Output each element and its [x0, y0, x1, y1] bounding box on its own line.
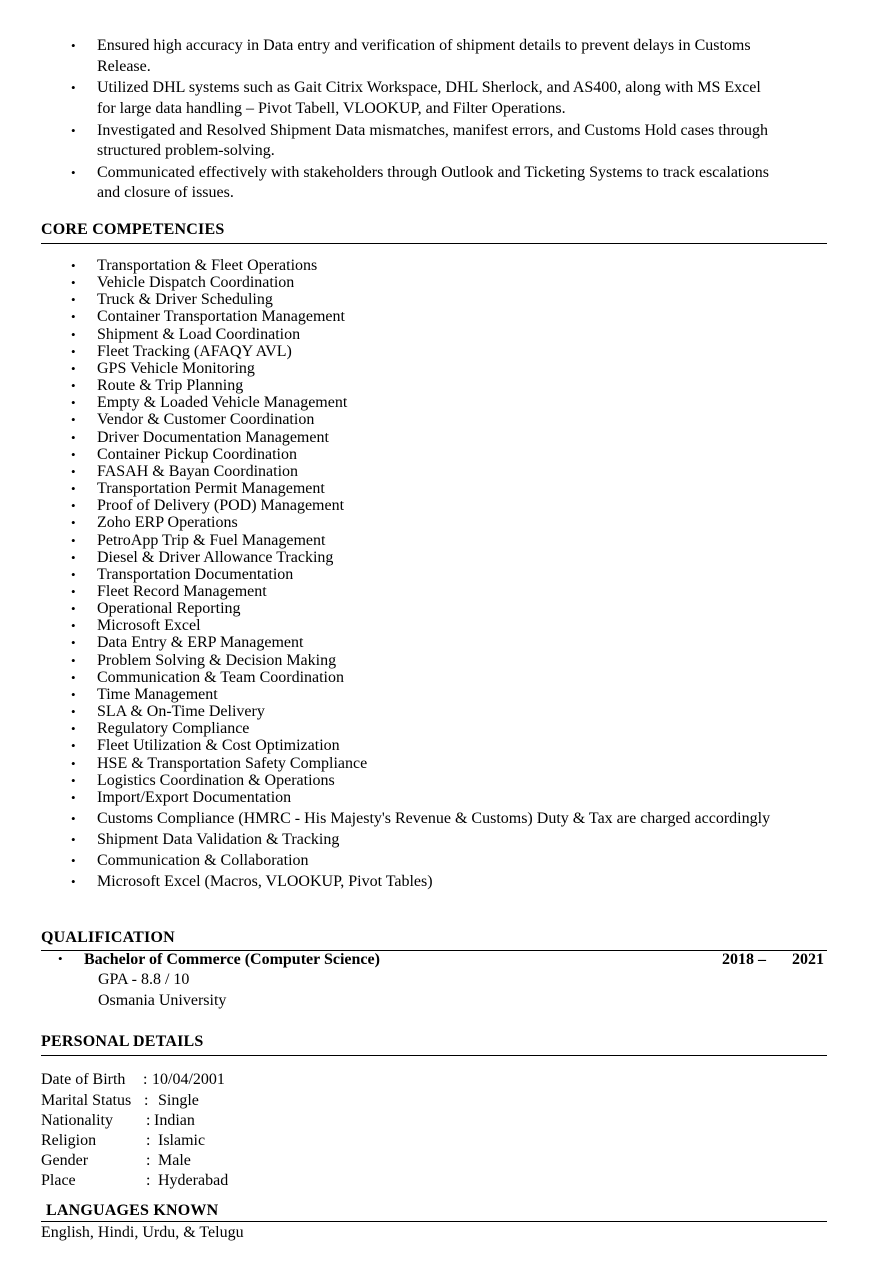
bullet-icon: •: [71, 755, 76, 771]
list-item: • Transportation Documentation: [71, 565, 294, 583]
list-item: • Vehicle Dispatch Coordination: [71, 274, 295, 292]
university-name: Osmania University: [98, 992, 227, 1009]
bullet-icon: •: [71, 446, 76, 462]
competency-list-extra: [0, 788, 777, 893]
list-item: • FASAH & Bayan Coordination: [71, 462, 299, 480]
list-item: • Ensured high accuracy in Data entry and verification of shipment details to prevent delays in Customs Release.: [71, 37, 751, 75]
list-item: • Communication & Team Coordination: [71, 668, 344, 686]
list-item: • GPS Vehicle Monitoring: [71, 359, 255, 377]
bullet-icon: •: [71, 772, 76, 788]
bullet-icon: •: [71, 122, 76, 138]
list-item: • Route & Trip Planning: [71, 377, 244, 395]
bullet-icon: •: [71, 721, 76, 737]
bullet-icon: •: [71, 412, 76, 428]
detail-label: Date of Birth: [41, 1071, 126, 1088]
bullet-icon: •: [71, 832, 76, 847]
bullet-icon: •: [71, 429, 76, 445]
list-item: • Time Management: [71, 685, 218, 703]
bullet-icon: •: [71, 549, 76, 565]
list-item: • Transportation & Fleet Operations: [71, 257, 318, 274]
bullet-icon: •: [71, 309, 76, 325]
qualification-heading: QUALIFICATION: [41, 929, 175, 946]
detail-label: Marital Status: [41, 1092, 132, 1109]
bullet-icon: •: [71, 343, 76, 359]
list-item: • Truck & Driver Scheduling: [71, 291, 273, 309]
languages-heading: LANGUAGES KNOWN: [46, 1202, 219, 1219]
list-item: • Investigated and Resolved Shipment Data mismatches, manifest errors, and Customs Hold cases through structured problem-solving.: [71, 121, 768, 160]
list-item: • Zoho ERP Operations: [71, 514, 238, 532]
bullet-icon: •: [71, 395, 76, 411]
list-item: • Utilized DHL systems such as Gait Citrix Workspace, DHL Sherlock, and AS400, along with MS Excel for large data handling – Pivot Tabell, VLOOKUP, and Filter Operations.: [71, 79, 761, 117]
list-item: • HSE & Transportation Safety Compliance: [71, 754, 368, 772]
bullet-icon: •: [71, 652, 76, 668]
bullet-icon: •: [71, 360, 76, 376]
competency-list: [0, 257, 777, 789]
bullet-icon: •: [71, 738, 76, 754]
personal-detail-row: [41, 1091, 199, 1111]
list-item: • Container Pickup Coordination: [71, 445, 297, 463]
gpa-text: GPA - 8.8 / 10: [98, 971, 190, 988]
detail-label: Place: [41, 1172, 76, 1189]
bullet-icon: •: [71, 790, 76, 805]
detail-value: Male: [158, 1152, 191, 1169]
detail-separator: :: [143, 1071, 148, 1088]
list-item: • Customs Compliance (HMRC - His Majesty's Revenue & Customs) Duty & Tax are charged accordingly: [71, 810, 771, 827]
bullet-icon: •: [71, 566, 76, 582]
list-item: • Container Transportation Management: [71, 308, 345, 326]
bullet-icon: •: [71, 258, 76, 273]
list-item: • Import/Export Documentation: [71, 789, 292, 806]
degree-start-year: 2018 –: [722, 951, 766, 968]
section-divider: [41, 1055, 827, 1056]
list-item: • Vendor & Customer Coordination: [71, 411, 315, 429]
detail-label: Religion: [41, 1132, 97, 1149]
detail-label: Nationality: [41, 1112, 113, 1129]
detail-value: Hyderabad: [158, 1172, 229, 1189]
bullet-icon: •: [71, 704, 76, 720]
personal-details-heading: PERSONAL DETAILS: [41, 1033, 204, 1050]
detail-separator: :: [146, 1172, 151, 1189]
list-item: • Problem Solving & Decision Making: [71, 651, 337, 669]
list-item: • Shipment & Load Coordination: [71, 325, 301, 343]
core-competencies-heading: CORE COMPETENCIES: [41, 221, 225, 238]
detail-value: Single: [158, 1092, 199, 1109]
personal-detail-row: [41, 1171, 229, 1191]
detail-value: 10/04/2001: [152, 1071, 225, 1088]
list-item: • Proof of Delivery (POD) Management: [71, 497, 345, 515]
detail-value: Indian: [154, 1112, 195, 1129]
list-item: • Empty & Loaded Vehicle Management: [71, 394, 348, 412]
list-item: • Fleet Utilization & Cost Optimization: [71, 737, 340, 755]
list-item: • PetroApp Trip & Fuel Management: [71, 531, 326, 549]
detail-separator: :: [144, 1092, 149, 1109]
bullet-icon: •: [71, 515, 76, 531]
detail-separator: :: [146, 1152, 151, 1169]
bullet-icon: •: [71, 618, 76, 634]
bullet-icon: •: [71, 853, 76, 868]
bullet-icon: •: [71, 583, 76, 599]
personal-detail-row: [41, 1151, 191, 1171]
list-item: • Microsoft Excel (Macros, VLOOKUP, Pivot Tables): [71, 873, 433, 890]
bullet-icon: •: [71, 686, 76, 702]
bullet-icon: •: [71, 463, 76, 479]
bullet-icon: •: [71, 292, 76, 308]
degree-end-year: 2021: [792, 951, 824, 968]
detail-separator: :: [146, 1112, 151, 1129]
section-divider: [41, 243, 827, 244]
bullet-icon: •: [71, 326, 76, 342]
section-divider: [41, 1221, 827, 1222]
list-item: • SLA & On-Time Delivery: [71, 703, 265, 721]
list-item: • Fleet Record Management: [71, 582, 267, 600]
bullet-icon: •: [71, 532, 76, 548]
list-item: • Communication & Collaboration: [71, 852, 309, 869]
bullet-icon: •: [71, 635, 76, 651]
bullet-icon: •: [71, 669, 76, 685]
list-item: • Communicated effectively with stakeholders through Outlook and Ticketing Systems to track escalations and closure of issues.: [71, 163, 770, 202]
list-item: • Logistics Coordination & Operations: [71, 771, 335, 789]
list-item: • Data Entry & ERP Management: [71, 634, 304, 652]
personal-detail-row: [41, 1111, 195, 1131]
list-item: • Driver Documentation Management: [71, 428, 329, 446]
detail-value: Islamic: [158, 1132, 206, 1149]
list-item: • Shipment Data Validation & Tracking: [71, 831, 340, 848]
bullet-icon: •: [71, 481, 76, 497]
experience-bullet-list: [0, 36, 777, 205]
bullet-icon: •: [71, 275, 76, 291]
languages-text: English, Hindi, Urdu, & Telugu: [41, 1224, 244, 1241]
list-item: • Fleet Tracking (AFAQY AVL): [71, 342, 292, 360]
bullet-icon: •: [71, 80, 76, 96]
detail-separator: :: [146, 1132, 151, 1149]
list-item: • Diesel & Driver Allowance Tracking: [71, 548, 334, 566]
bullet-icon: •: [71, 874, 76, 889]
list-item: • Microsoft Excel: [71, 617, 201, 635]
detail-label: Gender: [41, 1152, 89, 1169]
list-item: • Regulatory Compliance: [71, 720, 250, 738]
bullet-icon: •: [71, 811, 76, 826]
degree-name: Bachelor of Commerce (Computer Science): [84, 951, 380, 968]
bullet-icon: •: [71, 38, 76, 53]
personal-detail-row: [41, 1070, 225, 1090]
list-item: • Operational Reporting: [71, 600, 241, 618]
personal-detail-row: [41, 1131, 206, 1151]
bullet-icon: •: [71, 498, 76, 514]
bullet-icon: •: [58, 951, 63, 966]
bullet-icon: •: [71, 164, 76, 180]
bullet-icon: •: [71, 378, 76, 394]
list-item: • Transportation Permit Management: [71, 480, 325, 498]
bullet-icon: •: [71, 601, 76, 617]
